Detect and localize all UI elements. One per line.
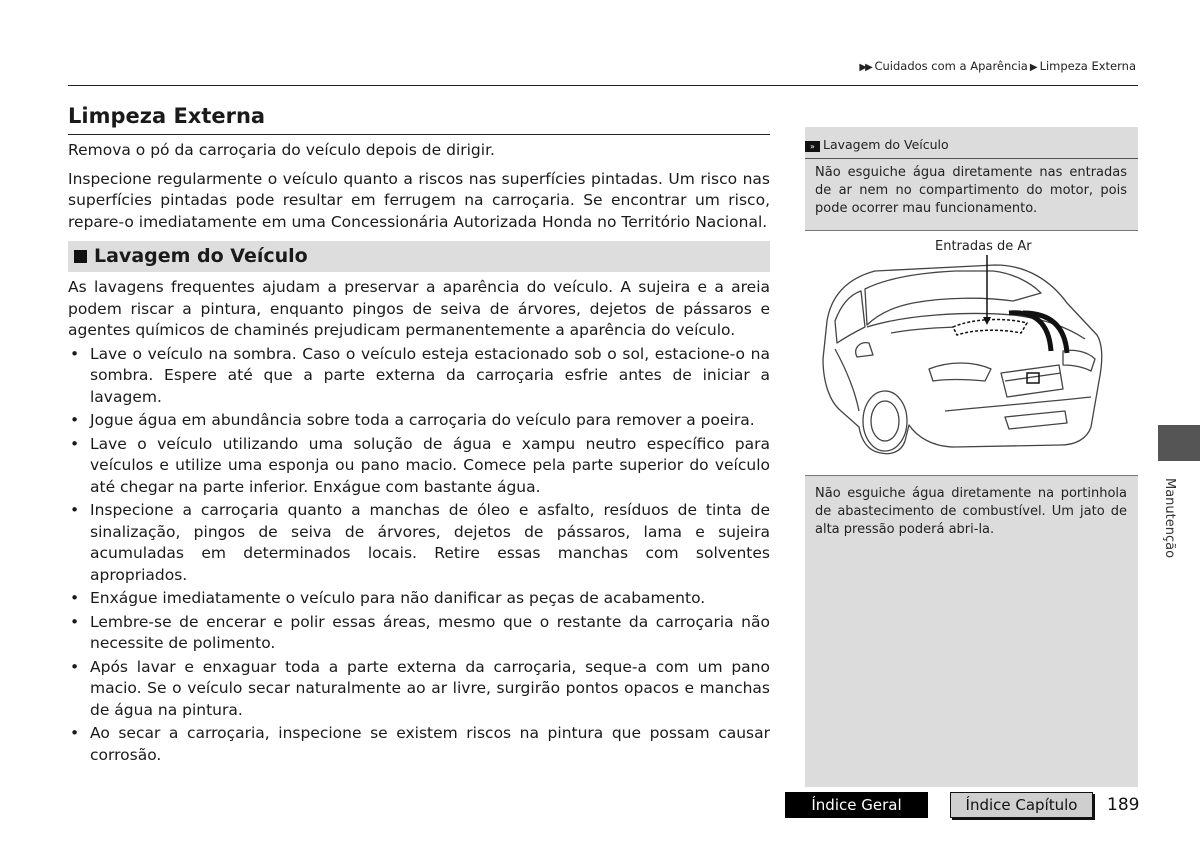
header-divider: [68, 85, 1138, 86]
section-title: Lavagem do Veículo: [94, 245, 308, 267]
list-item: • Jogue água em abundância sobre toda a carroçaria do veículo para remover a poeira.: [68, 410, 770, 432]
general-index-button[interactable]: Índice Geral: [785, 792, 928, 818]
note-text: Não esguiche água diretamente na portinhola de abastecimento de combustível. Um jato de alta pressão poderá abri-la.: [815, 486, 1127, 537]
list-item: • Lave o veículo utilizando uma solução de água e xampu neutro específico para veículos e utilize uma esponja ou pano macio. Comece pela parte superior do veículo até chegar na parte inferior. Enxágue com bastante água.: [70, 434, 770, 496]
square-bullet-icon: [74, 250, 87, 263]
breadcrumb: [859, 59, 1136, 73]
chapter-tab[interactable]: [1158, 425, 1200, 461]
divider: [805, 475, 1138, 476]
bullet-icon: •: [70, 724, 80, 742]
main-content: [68, 102, 770, 768]
bullet-icon: •: [70, 657, 80, 676]
figure-label: Entradas de Ar: [935, 239, 1032, 254]
bullet-icon: •: [70, 411, 80, 429]
breadcrumb-item[interactable]: Cuidados com a Aparência: [874, 59, 1028, 73]
breadcrumb-item[interactable]: Limpeza Externa: [1039, 59, 1136, 73]
car-illustration: [805, 231, 1138, 475]
bullet-icon: •: [70, 344, 80, 363]
bullet-list: [68, 344, 770, 767]
list-item: • Enxágue imediatamente o veículo para não danificar as peças de acabamento.: [68, 588, 770, 610]
bullet-icon: •: [70, 434, 80, 453]
chapter-tab-label: Manutenção: [1162, 478, 1177, 559]
section-header: [68, 241, 770, 272]
bullet-icon: •: [70, 612, 80, 631]
arrow-right-icon: ▶: [1029, 62, 1038, 73]
double-chevron-icon: »: [805, 141, 820, 152]
list-item: • Lave o veículo na sombra. Caso o veículo esteja estacionado sob o sol, estacione-o na sombra. Espere até que a parte externa da carroçaria esfrie antes de iniciar a lavagem.: [70, 344, 770, 406]
list-item: • Lembre-se de encerar e polir essas áreas, mesmo que o restante da carroçaria não necessite de polimento.: [70, 612, 770, 652]
sidebar-notes: [805, 127, 1138, 787]
paragraph: Inspecione regularmente o veículo quanto a riscos nas superfícies pintadas. Um risco nas superfícies pintadas pode resultar em ferrugem na carroçaria. Se encontrar um risco, repare-o imediatamente em uma Concessionária Autorizada Honda no Território Nacional.: [68, 169, 770, 231]
page-number: 189: [1107, 795, 1140, 815]
chapter-index-button[interactable]: Índice Capítulo: [950, 792, 1093, 818]
sidebar-heading[interactable]: » Lavagem do Veículo: [805, 137, 949, 152]
list-item: • Inspecione a carroçaria quanto a manchas de óleo e asfalto, resíduos de tinta de sinalização, pingos de seiva de árvores, dejetos de pássaros, lama e sujeira acumuladas em determinados locais. Retire essas manchas com solventes apropriados.: [70, 501, 770, 584]
paragraph: As lavagens frequentes ajudam a preservar a aparência do veículo. A sujeira e a areia podem riscar a pintura, enquanto pingos de seiva de árvores, dejetos de pássaros e agentes químicos de chaminés prejudicam permanentemente a aparência do veículo.: [68, 278, 770, 339]
car-drawing: [805, 231, 1138, 475]
bullet-icon: •: [70, 501, 80, 519]
note-text: Não esguiche água diretamente nas entradas de ar nem no compartimento do motor, pois pode ocorrer mau funcionamento.: [815, 165, 1127, 216]
divider: [805, 158, 1138, 159]
list-item: • Após lavar e enxaguar toda a parte externa da carroçaria, seque-a com um pano macio. Se o veículo secar naturalmente ao ar livre, surgirão pontos opacos e manchas de água na pintura.: [70, 657, 770, 719]
double-arrow-icon: ▶▶: [859, 62, 871, 73]
list-item: • Ao secar a carroçaria, inspecione se existem riscos na pintura que possam causar corrosão.: [70, 724, 770, 764]
bullet-icon: •: [70, 589, 80, 607]
page-title: Limpeza Externa: [68, 102, 770, 135]
paragraph: Remova o pó da carroçaria do veículo depois de dirigir.: [68, 141, 495, 159]
